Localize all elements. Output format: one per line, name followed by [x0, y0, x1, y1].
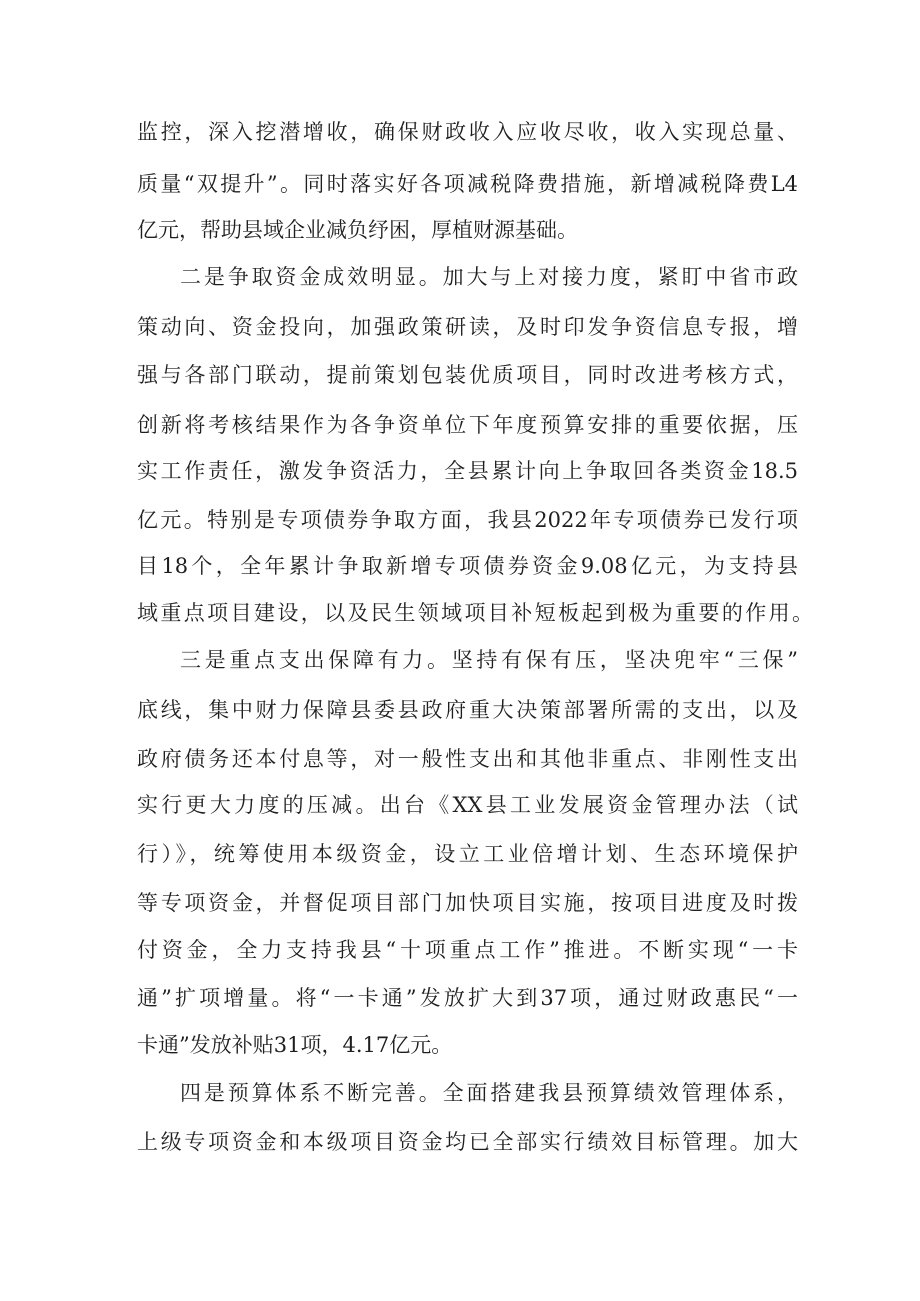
text-line: 强与各部门联动，提前策划包装优质项目，同时改进考核方式，	[137, 363, 798, 387]
text-line: 二是争取资金成效明显。加大与上对接力度，紧盯中省市政	[180, 265, 798, 289]
text-line: 四是预算体系不断完善。全面搭建我县预算绩效管理体系，	[180, 1081, 798, 1105]
text-line: 付资金，全力支持我县“十项重点工作”推进。不断实现“一卡	[137, 938, 798, 962]
text-line: 目18个，全年累计争取新增专项债券资金9.08亿元，为支持县	[137, 554, 798, 578]
text-line: 上级专项资金和本级项目资金均已全部实行绩效目标管理。加大	[137, 1130, 798, 1154]
text-line: 卡通”发放补贴31项，4.17亿元。	[137, 1033, 453, 1057]
text-line: 三是重点支出保障有力。坚持有保有压，坚决兜牢“三保”	[180, 648, 798, 672]
text-line: 域重点项目建设，以及民生领域项目补短板起到极为重要的作用。	[137, 601, 813, 625]
text-line: 等专项资金，并督促项目部门加快项目实施，按项目进度及时拨	[137, 891, 798, 915]
text-line: 实工作责任，激发争资活力，全县累计向上争取回各类资金18.5	[137, 459, 798, 483]
text-line: 监控，深入挖潜增收，确保财政收入应收尽收，收入实现总量、	[137, 120, 798, 144]
text-line: 通”扩项增量。将“一卡通”发放扩大到37项，通过财政惠民“一	[137, 986, 798, 1010]
text-line: 实行更大力度的压减。出台《XX县工业发展资金管理办法（试	[137, 793, 798, 817]
text-line: 质量“双提升”。同时落实好各项减税降费措施，新增减税降费L4	[137, 172, 798, 196]
text-line: 创新将考核结果作为各争资单位下年度预算安排的重要依据，压	[137, 413, 798, 437]
text-line: 亿元。特别是专项债券争取方面，我县2022年专项债券已发行项	[137, 508, 798, 532]
text-line: 政府债务还本付息等，对一般性支出和其他非重点、非刚性支出	[137, 747, 798, 771]
text-line: 亿元，帮助县域企业减负纾困，厚植财源基础。	[137, 218, 578, 242]
text-line: 策动向、资金投向，加强政策研读，及时印发争资信息专报，增	[137, 315, 798, 339]
text-line: 底线，集中财力保障县委县政府重大决策部署所需的支出，以及	[137, 698, 798, 722]
text-line: 行）》，统筹使用本级资金，设立工业倍增计划、生态环境保护	[137, 842, 798, 866]
